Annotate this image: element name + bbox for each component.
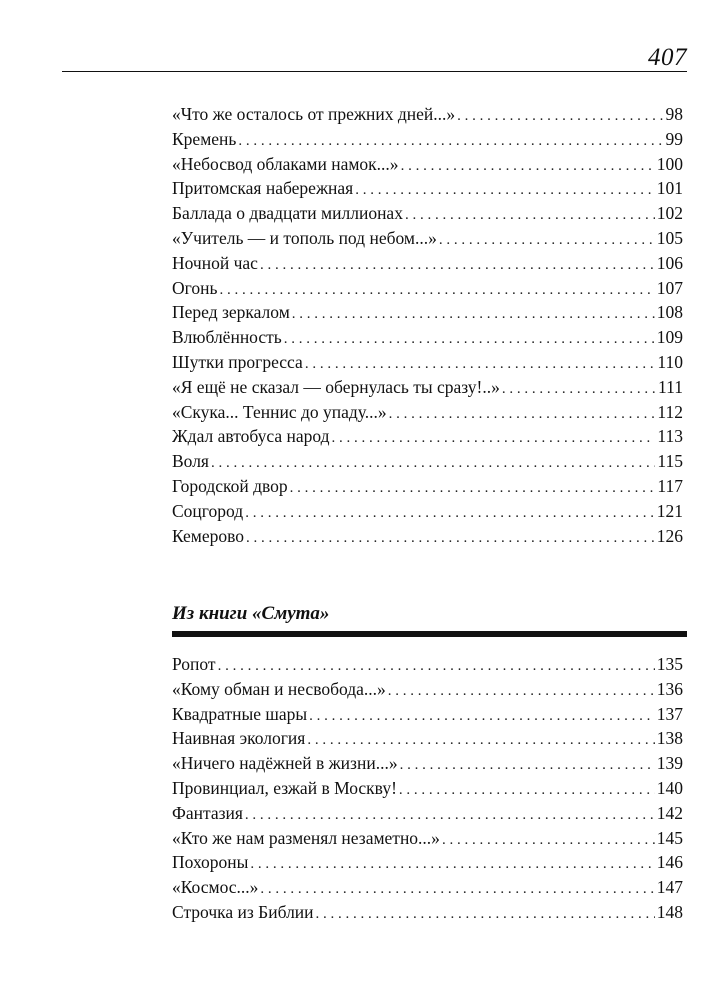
toc-entry-page: 102 (656, 203, 683, 224)
toc-entry (172, 677, 683, 702)
dot-leader (316, 900, 655, 925)
section-heading: Из книги «Смута» (172, 603, 330, 624)
toc-entry-title: Провинциал, езжай в Москву! (172, 777, 397, 798)
dot-leader (290, 474, 656, 499)
toc-entry (172, 152, 683, 177)
toc-entry-title: Огонь (172, 277, 218, 298)
toc-entry-title: «Что же осталось от прежних дней...» (172, 104, 456, 124)
toc-entry-page: 140 (656, 777, 683, 798)
toc-entry (172, 726, 683, 751)
toc-entry-page: 136 (656, 678, 683, 699)
toc-entry-page: 109 (656, 327, 683, 348)
toc-entry (172, 474, 683, 499)
toc-entry (172, 801, 683, 826)
toc-entry-page: 148 (656, 901, 683, 922)
dot-leader (238, 127, 663, 152)
toc-entry-page: 111 (658, 376, 683, 397)
toc-entry (172, 226, 683, 251)
toc-entry-title: Похороны (172, 852, 249, 873)
toc-entry-title: Кемерово (172, 525, 245, 546)
toc-entry-title: Кремень (172, 128, 237, 149)
page-number: 407 (648, 44, 687, 71)
toc-entry-title: Фантазия (172, 802, 243, 823)
toc-entry (172, 276, 683, 301)
toc-entry-page: 105 (656, 227, 683, 248)
toc-entry-page: 115 (657, 451, 683, 472)
header-rule (62, 71, 687, 72)
dot-leader (305, 350, 656, 375)
toc-entry-title: «Небосвод облаками намок...» (172, 153, 399, 174)
dot-leader (245, 801, 655, 826)
dot-leader (218, 652, 655, 677)
toc-entry (172, 325, 683, 350)
toc-entry-page: 107 (656, 277, 683, 298)
dot-leader (260, 251, 655, 276)
toc-entry (172, 702, 683, 727)
toc-entry-title: «Космос...» (172, 877, 259, 898)
toc-entry (172, 826, 683, 851)
toc-entry-page: 110 (657, 351, 683, 372)
toc-entry-page: 121 (656, 500, 683, 521)
toc-entry (172, 400, 683, 425)
toc-entry-title: Влюблённость (172, 327, 282, 348)
toc-entry-page: 113 (657, 426, 683, 447)
toc-entry (172, 875, 683, 900)
toc-entry-title: Притомская набережная (172, 178, 354, 199)
toc-entry-page: 101 (656, 178, 683, 199)
toc-entry-page: 135 (656, 654, 683, 674)
toc-entry-title: «Скука... Теннис до упаду...» (172, 401, 387, 422)
dot-leader (502, 375, 656, 400)
toc-entry (172, 652, 683, 677)
toc-entry-title: Наивная экология (172, 728, 306, 749)
toc-entry-page: 139 (656, 753, 683, 774)
toc-entry-page: 145 (656, 827, 683, 848)
toc-entry-page: 106 (656, 252, 683, 273)
dot-leader (388, 677, 655, 702)
toc-entry-page: 138 (656, 728, 683, 749)
dot-leader (457, 102, 663, 127)
dot-leader (309, 702, 655, 727)
toc-entry (172, 900, 683, 925)
dot-leader (401, 152, 655, 177)
toc-entry-page: 112 (657, 401, 683, 422)
toc-entry (172, 102, 683, 127)
toc-entry (172, 776, 683, 801)
toc-entry-title: Воля (172, 451, 209, 472)
section-divider-bar (172, 631, 687, 637)
dot-leader (284, 325, 655, 350)
toc-entry (172, 176, 683, 201)
toc-entry-page: 147 (656, 877, 683, 898)
dot-leader (439, 226, 655, 251)
toc-entry-page: 99 (665, 128, 683, 149)
toc-entry-title: «Я ещё не сказал — обернулась ты сразу!..» (172, 376, 500, 397)
toc-entry-page: 126 (656, 525, 683, 546)
toc-entry-title: Квадратные шары (172, 703, 308, 724)
dot-leader (400, 751, 655, 776)
dot-leader (355, 176, 655, 201)
toc-entry (172, 375, 683, 400)
toc-list-part2 (172, 652, 683, 925)
dot-leader (442, 826, 655, 851)
toc-entry (172, 751, 683, 776)
toc-entry-page: 108 (656, 302, 683, 323)
toc-entry (172, 350, 683, 375)
toc-entry (172, 449, 683, 474)
toc-entry-title: Баллада о двадцати миллионах (172, 203, 403, 224)
toc-entry (172, 201, 683, 226)
toc-entry (172, 127, 683, 152)
toc-entry (172, 300, 683, 325)
toc-entry-title: Ропот (172, 654, 216, 674)
dot-leader (399, 776, 655, 801)
toc-entry-title: Перед зеркалом (172, 302, 290, 323)
toc-entry (172, 499, 683, 524)
dot-leader (246, 524, 655, 549)
toc-entry-title: Шутки прогресса (172, 351, 303, 372)
dot-leader (307, 726, 654, 751)
toc-entry-title: «Кому обман и несвобода...» (172, 678, 386, 699)
toc-entry-page: 98 (665, 104, 683, 124)
toc-entry-title: Городской двор (172, 475, 288, 496)
dot-leader (389, 400, 656, 425)
toc-entry-page: 146 (656, 852, 683, 873)
toc-list-part1 (172, 102, 683, 548)
toc-entry-title: «Учитель — и тополь под небом...» (172, 227, 437, 248)
toc-entry-title: Ночной час (172, 252, 258, 273)
toc-entry-page: 142 (656, 802, 683, 823)
toc-entry (172, 251, 683, 276)
toc-entry-page: 117 (657, 475, 683, 496)
dot-leader (292, 300, 655, 325)
dot-leader (245, 499, 655, 524)
dot-leader (219, 276, 654, 301)
toc-entry-title: «Ничего надёжней в жизни...» (172, 753, 398, 774)
toc-entry-page: 137 (656, 703, 683, 724)
dot-leader (260, 875, 654, 900)
toc-entry-title: Строчка из Библии (172, 901, 314, 922)
toc-entry-page: 100 (656, 153, 683, 174)
toc-entry (172, 850, 683, 875)
dot-leader (405, 201, 655, 226)
toc-entry (172, 524, 683, 549)
toc-entry-title: Соцгород (172, 500, 244, 521)
toc-entry (172, 424, 683, 449)
toc-entry-title: Ждал автобуса народ (172, 426, 330, 447)
dot-leader (211, 449, 655, 474)
toc-entry-title: «Кто же нам разменял незаметно...» (172, 827, 440, 848)
dot-leader (332, 424, 656, 449)
dot-leader (250, 850, 654, 875)
